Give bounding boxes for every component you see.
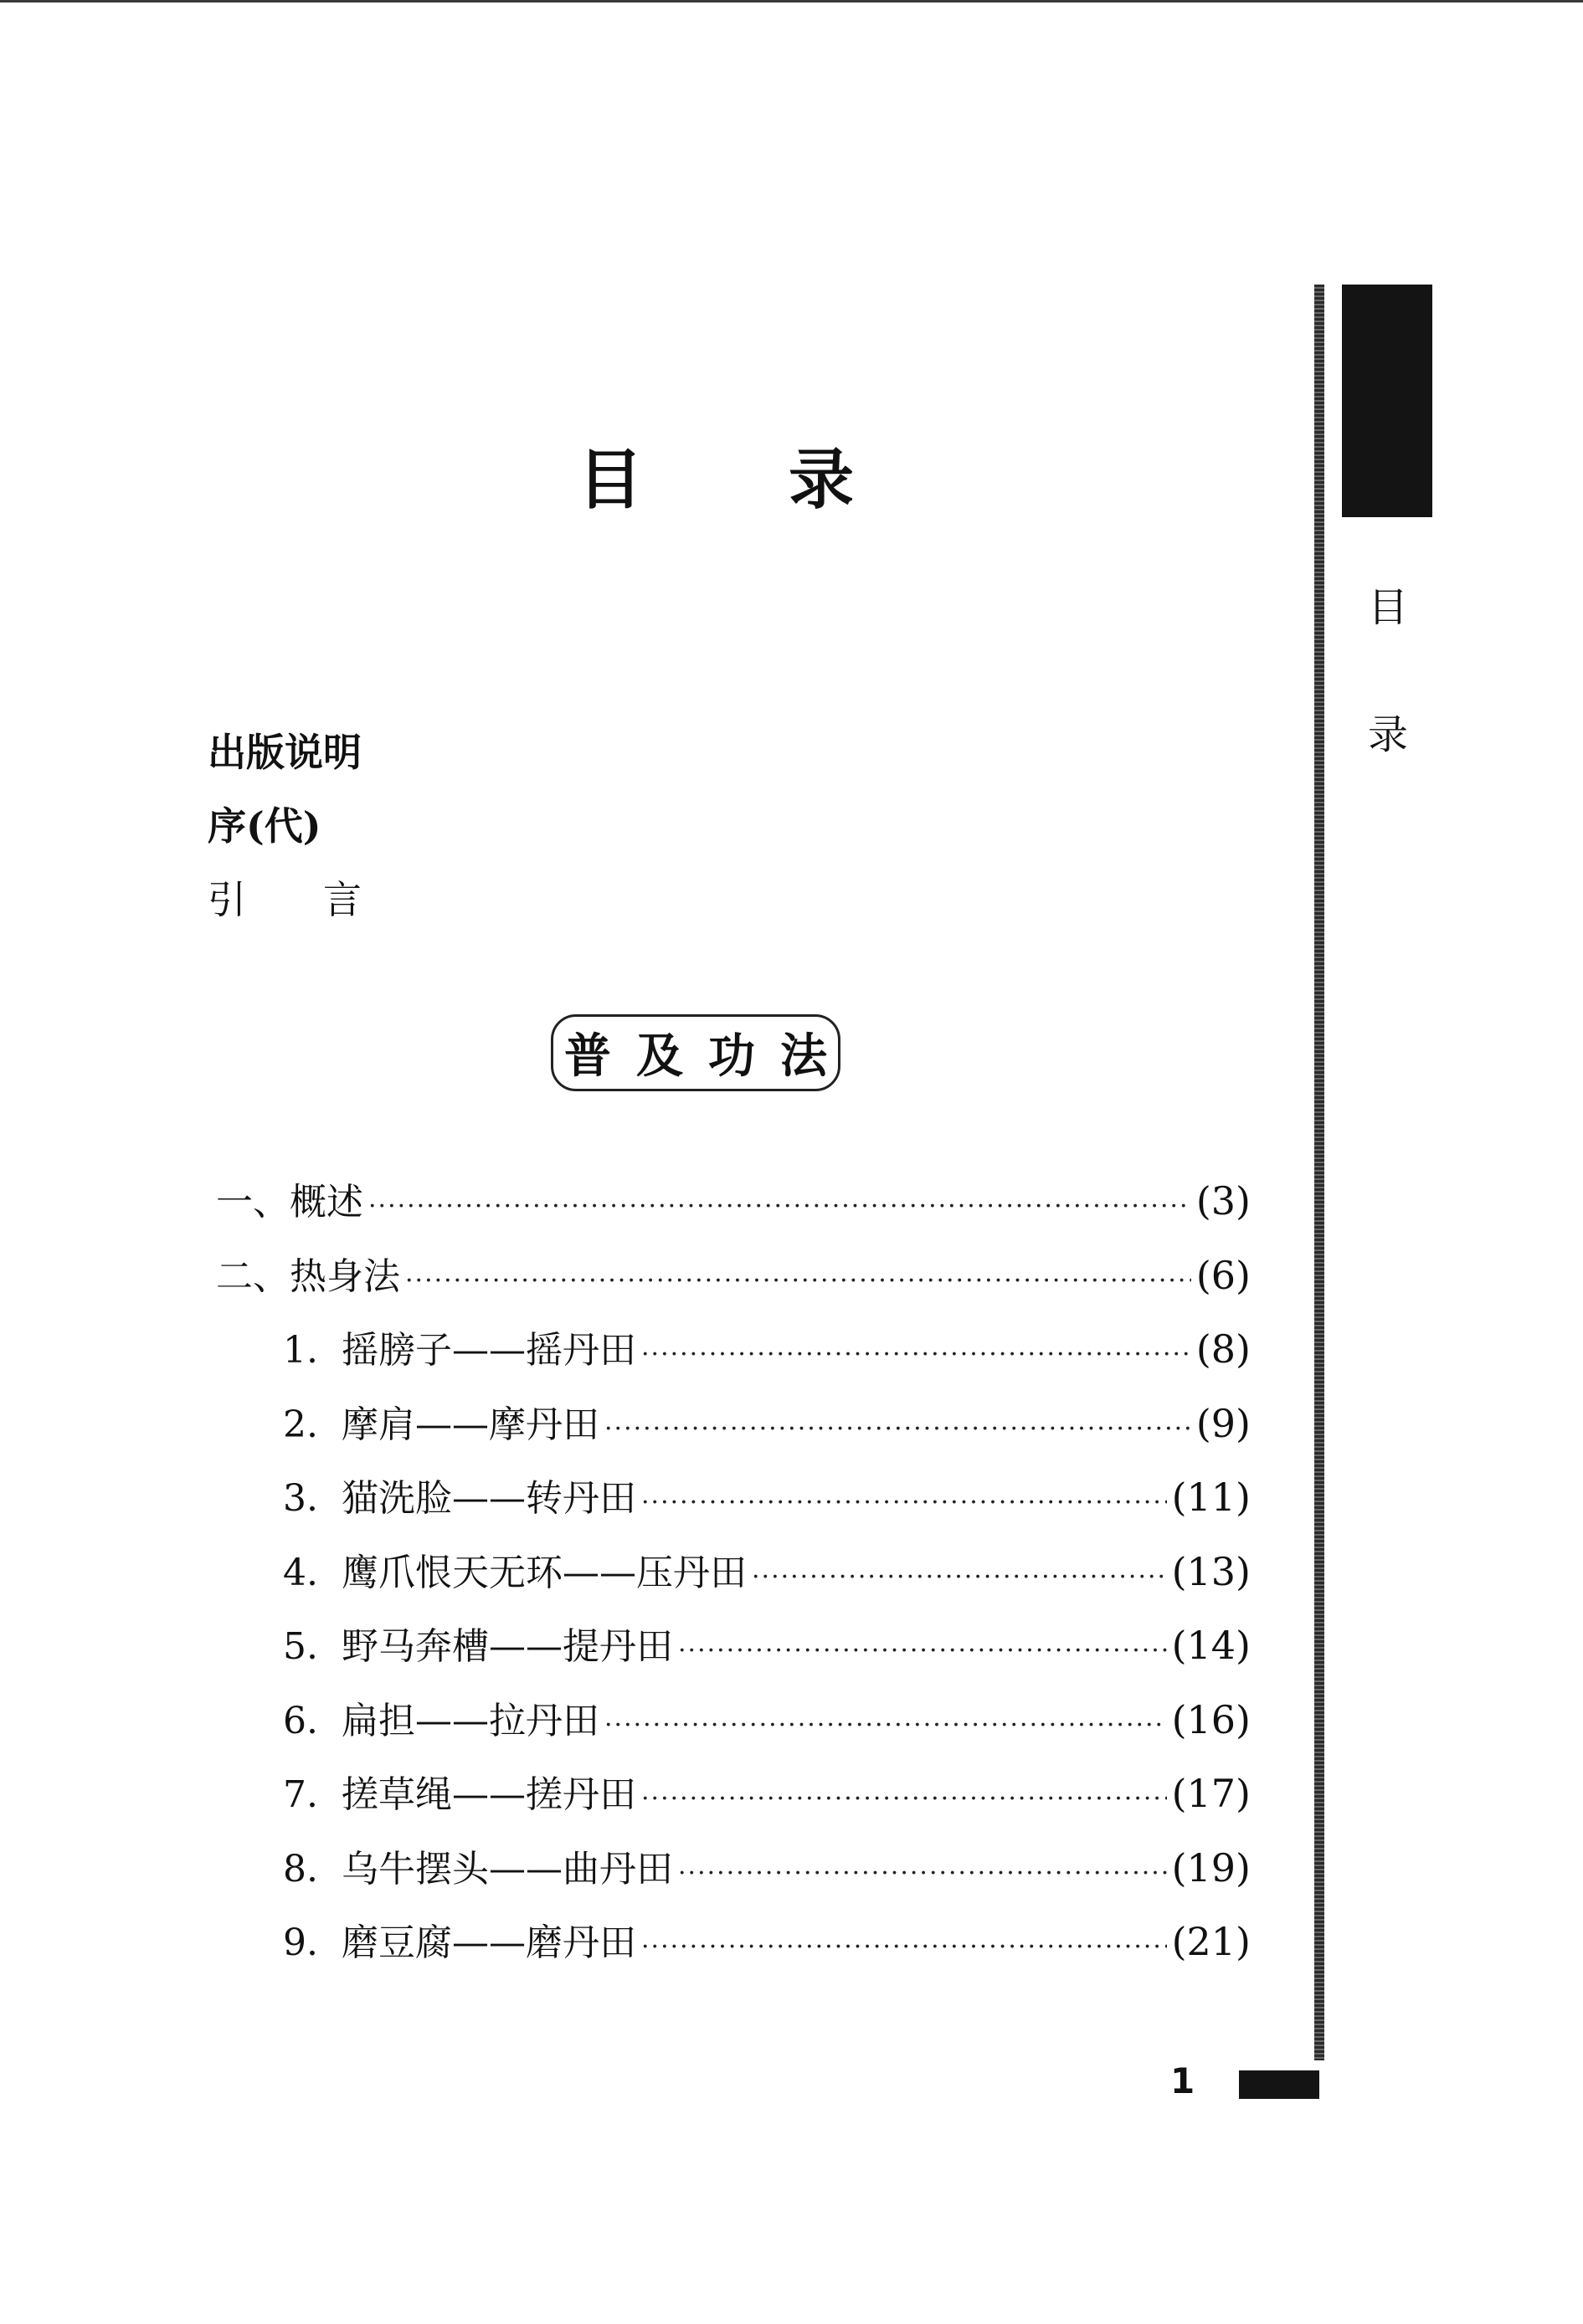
toc-page: (6) [1195,1252,1251,1298]
toc-label: 乌牛摆头——曲丹田 [342,1847,673,1890]
toc-label: 野马奔槽——提丹田 [342,1625,673,1668]
toc-number: 3. [283,1477,318,1520]
toc-row[interactable] [216,1468,1251,1542]
section-heading-text: 普及功法 [564,1029,852,1084]
page-number-bar [1239,2070,1319,2099]
toc-leader-dots [641,1784,1167,1814]
toc-label: 一、概述 [216,1181,363,1224]
page-number: 1 [1170,2060,1195,2101]
toc-page: (16) [1171,1696,1251,1742]
page-title [578,442,854,518]
toc-page: (14) [1171,1623,1251,1668]
toc-label: 猫洗脸——转丹田 [342,1477,636,1520]
toc-number: 9. [283,1921,318,1964]
toc-label: 摩肩——摩丹田 [342,1403,599,1446]
toc-row[interactable] [216,1394,1251,1469]
toc-page: (19) [1171,1844,1251,1890]
toc-leader-dots [604,1711,1167,1740]
toc-row[interactable] [216,1320,1251,1394]
toc-label: 摇膀子——摇丹田 [342,1329,636,1372]
toc-number: 4. [283,1551,318,1594]
toc-leader-dots [405,1266,1191,1295]
toc-row[interactable] [216,1246,1251,1321]
front-item-introduction[interactable]: 引言 [208,877,439,922]
toc-leader-dots [678,1636,1167,1665]
side-tab-char-1: 目 [1367,584,1408,631]
toc-page: (11) [1171,1475,1251,1520]
toc-page: (3) [1195,1178,1251,1224]
toc-number: 1. [283,1329,318,1372]
toc-leader-dots [678,1859,1167,1888]
toc-label: 扁担——拉丹田 [342,1699,599,1742]
toc-page: (17) [1171,1771,1251,1816]
toc-leader-dots [604,1414,1191,1444]
toc-label: 二、热身法 [216,1254,400,1298]
side-edge-stripe [1314,285,1324,2060]
toc-leader-dots [752,1562,1167,1592]
top-border [0,0,1583,3]
toc-label: 鹰爪恨天无环——压丹田 [342,1551,747,1594]
toc-row[interactable] [216,1764,1251,1839]
front-item-publication-note[interactable]: 出版说明 [208,730,362,775]
toc-leader-dots [641,1488,1167,1517]
toc-page: (21) [1171,1919,1251,1964]
front-item-preface[interactable]: 序(代) [208,803,321,849]
title-char-2: 录 [788,442,854,518]
toc-row[interactable] [216,1839,1251,1913]
title-char-1: 目 [578,442,644,518]
toc-page: (8) [1195,1326,1251,1372]
toc-number: 2. [283,1403,318,1446]
side-tab-char-2: 录 [1367,711,1408,758]
side-tab-block [1342,285,1432,517]
toc-page: (13) [1171,1548,1251,1594]
toc-leader-dots [641,1932,1167,1962]
toc-number: 6. [283,1699,318,1742]
toc-number: 7. [283,1773,318,1816]
toc-leader-dots [641,1340,1191,1369]
toc-row[interactable] [216,1912,1251,1987]
toc-row[interactable] [216,1616,1251,1690]
toc-label: 搓草绳——搓丹田 [342,1773,636,1816]
toc-row[interactable] [216,1542,1251,1617]
front-matter-list [208,716,439,936]
toc-row[interactable] [216,1690,1251,1765]
toc-number: 5. [283,1625,318,1668]
toc-label: 磨豆腐——磨丹田 [342,1921,636,1964]
section-heading [551,1014,852,1091]
toc-leader-dots [368,1192,1191,1221]
toc-page: (9) [1195,1400,1251,1446]
side-tab-label [1360,544,1416,798]
toc-number: 8. [283,1847,318,1890]
toc-list [216,1172,1251,1987]
toc-row[interactable] [216,1172,1251,1246]
